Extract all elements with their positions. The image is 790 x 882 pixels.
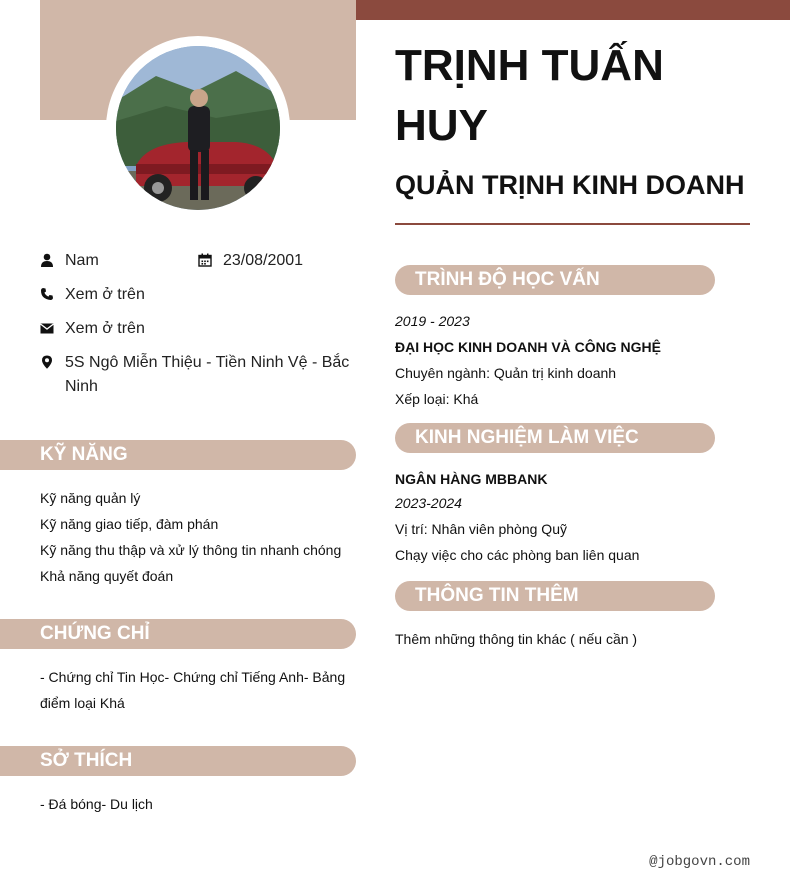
map-pin-icon [40, 355, 54, 369]
calendar-icon [198, 253, 212, 267]
job-title: QUẢN TRỊNH KINH DOANH [395, 170, 745, 200]
skill-item: Kỹ năng giao tiếp, đàm phán [40, 516, 219, 532]
phone-icon [40, 287, 54, 301]
extra-info-section-header [395, 581, 715, 611]
address-row [40, 351, 350, 399]
birthday-value: 23/08/2001 [223, 252, 304, 269]
top-accent-bar [356, 0, 790, 20]
education-heading: TRÌNH ĐỘ HỌC VẤN [415, 269, 600, 290]
hobbies-heading: SỞ THÍCH [40, 750, 133, 771]
address-value: 5S Ngô Miễn Thiệu - Tiền Ninh Vệ - Bắc Ninh [65, 354, 350, 395]
profile-photo [116, 46, 280, 210]
experience-block [395, 466, 750, 568]
phone-value: Xem ở trên [65, 286, 145, 303]
skills-list [40, 485, 356, 589]
envelope-icon [40, 321, 54, 335]
extra-heading: THÔNG TIN THÊM [415, 585, 579, 606]
experience-position: Vị trí: Nhân viên phòng Quỹ [395, 521, 567, 537]
user-icon [40, 253, 54, 267]
title-divider [395, 223, 750, 225]
candidate-name: TRỊNH TUẤN HUY [395, 41, 664, 150]
email-value: Xem ở trên [65, 320, 145, 337]
experience-company: NGÂN HÀNG MBBANK [395, 471, 548, 487]
certificates-heading: CHỨNG CHỈ [40, 623, 150, 644]
experience-section-header [395, 423, 715, 453]
watermark: @jobgovn.com [649, 854, 750, 870]
education-grade: Xếp loại: Khá [395, 391, 479, 407]
gender-row [40, 249, 99, 273]
email-row [40, 317, 145, 341]
certificates-text: - Chứng chỉ Tin Học- Chứng chỉ Tiếng Anh- Bảng điểm loại Khá [40, 669, 346, 711]
birthday-row [198, 249, 303, 273]
education-school: ĐẠI HỌC KINH DOANH VÀ CÔNG NGHỆ [395, 339, 662, 355]
skill-item: Kỹ năng thu thập và xử lý thông tin nhanh chóng [40, 542, 342, 558]
experience-heading: KINH NGHIỆM LÀM VIỆC [415, 427, 639, 448]
skill-item: Kỹ năng quản lý [40, 490, 141, 506]
avatar [106, 36, 290, 220]
education-period: 2019 - 2023 [395, 313, 470, 329]
extra-text: Thêm những thông tin khác ( nếu cần ) [395, 631, 638, 647]
education-major: Chuyên ngành: Quản trị kinh doanh [395, 365, 617, 381]
hobbies-text: - Đá bóng- Du lịch [40, 796, 153, 812]
certificates-section-header [0, 619, 356, 649]
phone-row [40, 283, 145, 307]
hobbies-section-header [0, 746, 356, 776]
education-section-header [395, 265, 715, 295]
skills-heading: KỸ NĂNG [40, 444, 128, 465]
experience-period: 2023-2024 [395, 495, 462, 511]
experience-description: Chạy việc cho các phòng ban liên quan [395, 547, 640, 563]
skill-item: Khả năng quyết đoán [40, 568, 174, 584]
skills-section-header [0, 440, 356, 470]
education-block [395, 308, 750, 412]
gender-value: Nam [65, 252, 99, 269]
